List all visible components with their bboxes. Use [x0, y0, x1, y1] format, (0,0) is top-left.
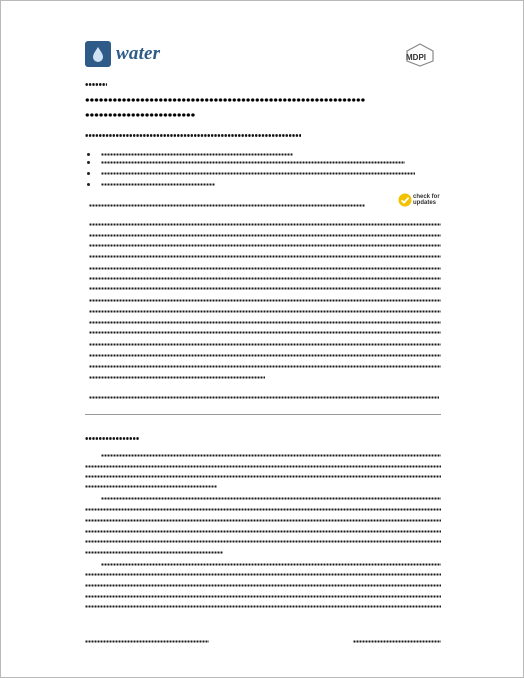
section-divider	[85, 414, 441, 415]
body-line	[85, 584, 441, 587]
check-for-updates-label: check for updates	[413, 194, 440, 206]
abstract-line	[89, 365, 441, 368]
affiliation-bullet	[87, 153, 90, 156]
body-line	[85, 605, 441, 608]
affiliation-line	[101, 161, 405, 164]
abstract-line	[89, 223, 441, 226]
affiliation-bullet	[87, 161, 90, 164]
body-line	[85, 573, 441, 576]
body-line	[101, 497, 441, 500]
body-line	[85, 519, 441, 522]
body-line	[85, 465, 441, 468]
body-line	[85, 485, 217, 488]
body-line	[85, 475, 441, 478]
abstract-line	[89, 343, 441, 346]
abstract-line	[89, 321, 441, 324]
keywords-line	[89, 396, 439, 399]
abstract-line	[89, 299, 441, 302]
body-line	[85, 540, 441, 543]
abstract-line	[89, 267, 441, 270]
affiliation-bullet	[87, 183, 90, 186]
abstract-line	[89, 287, 441, 290]
body-line	[85, 595, 441, 598]
publisher-name: MDPI	[406, 53, 426, 62]
abstract-line	[89, 376, 265, 379]
water-drop-icon	[85, 41, 111, 67]
section-heading	[85, 437, 139, 440]
affiliation-bullet	[87, 172, 90, 175]
body-line	[85, 530, 441, 533]
body-line	[85, 551, 223, 554]
abstract-line	[89, 234, 441, 237]
check-for-updates-icon	[398, 193, 412, 212]
article-title-line-1	[85, 98, 365, 102]
abstract-line	[89, 354, 441, 357]
footer-website	[353, 640, 441, 643]
body-line	[85, 508, 441, 511]
received-dates-line	[89, 204, 365, 207]
abstract-line	[89, 244, 441, 247]
abstract-line	[89, 331, 441, 334]
abstract-line	[89, 277, 441, 280]
body-line	[101, 454, 441, 457]
journal-title: water	[116, 43, 161, 64]
affiliation-line	[101, 183, 215, 186]
article-type	[85, 83, 107, 86]
affiliation-line	[101, 153, 293, 156]
abstract-line	[89, 255, 441, 258]
article-title-line-2	[85, 113, 195, 117]
abstract-line	[89, 310, 441, 313]
footer-journal-reference	[85, 640, 209, 643]
author-list	[85, 134, 301, 137]
body-line	[101, 563, 441, 566]
affiliation-line	[101, 172, 415, 175]
